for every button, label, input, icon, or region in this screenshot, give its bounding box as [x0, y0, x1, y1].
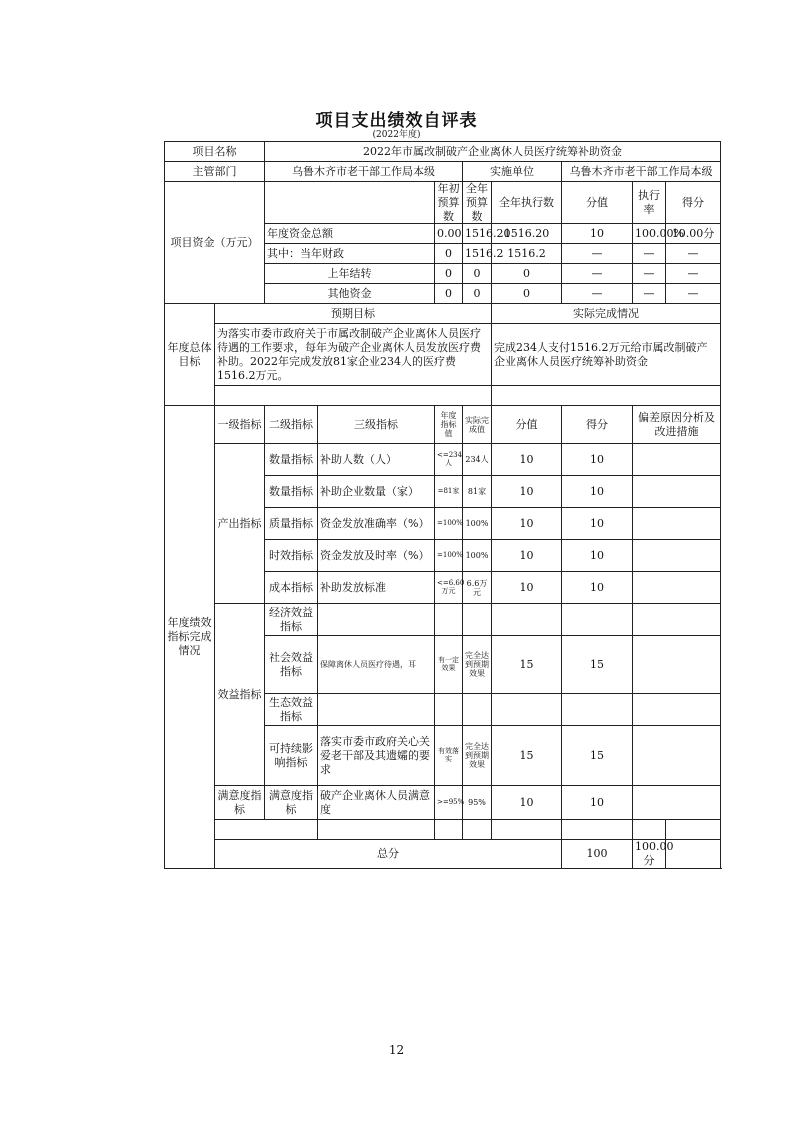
ind-header: 二级指标 — [265, 406, 318, 444]
got: 10 — [562, 572, 633, 604]
score: 10 — [492, 508, 562, 540]
got: 10 — [562, 444, 633, 476]
target: =100% — [435, 508, 463, 540]
dept-value: 乌鲁木齐市老干部工作局本级 — [265, 162, 463, 182]
goal-label: 年度总体目标 — [165, 304, 215, 406]
l3: 补助发放标准 — [318, 572, 435, 604]
funds-cell: 0 — [463, 264, 492, 284]
target: 有一定效果 — [435, 636, 463, 694]
total-got: 100.00分 — [633, 840, 666, 869]
satisfaction-label: 满意度指标 — [215, 786, 265, 820]
funds-cell: 0 — [492, 284, 562, 304]
actual: 完全达到预期效果 — [463, 726, 492, 786]
l2: 质量指标 — [265, 508, 318, 540]
funds-cell: — — [562, 264, 633, 284]
funds-cell: 0 — [492, 264, 562, 284]
actual: 6.6万元 — [463, 572, 492, 604]
l3: 资金发放及时率（%） — [318, 540, 435, 572]
funds-cell: — — [633, 244, 666, 264]
page-title: 项目支出绩效自评表 — [315, 111, 478, 131]
got: 15 — [562, 636, 633, 694]
l2: 社会效益指标 — [265, 636, 318, 694]
ind-header: 偏差原因分析及改进措施 — [633, 406, 721, 444]
funds-label: 项目资金（万元） — [165, 182, 265, 304]
score — [492, 694, 562, 726]
funds-cell: 1516.2 — [492, 244, 562, 264]
funds-cell: — — [633, 264, 666, 284]
l2: 成本指标 — [265, 572, 318, 604]
actual: 81家 — [463, 476, 492, 508]
target: =81家 — [435, 476, 463, 508]
actual — [463, 604, 492, 636]
got: 15 — [562, 726, 633, 786]
target: >=95% — [435, 786, 463, 820]
funds-row-name: 其中：当年财政 — [265, 244, 435, 264]
funds-cell: — — [562, 244, 633, 264]
ind-header: 一级指标 — [215, 406, 265, 444]
funds-cell: 0 — [435, 244, 463, 264]
funds-cell: 100.00% — [633, 224, 666, 244]
funds-header: 执行率 — [633, 182, 666, 224]
funds-row-name: 上年结转 — [265, 264, 435, 284]
indicators-section-label: 年度绩效指标完成情况 — [165, 406, 215, 869]
actual: 95% — [463, 786, 492, 820]
target — [435, 604, 463, 636]
funds-cell: 0 — [435, 284, 463, 304]
got: 10 — [562, 508, 633, 540]
score: 10 — [492, 786, 562, 820]
target: =100% — [435, 540, 463, 572]
impl-value: 乌鲁木齐市老干部工作局本级 — [562, 162, 721, 182]
got: 10 — [562, 786, 633, 820]
funds-row-name: 年度资金总额 — [265, 224, 435, 244]
ind-header: 三级指标 — [318, 406, 435, 444]
funds-cell: — — [633, 284, 666, 304]
target — [435, 694, 463, 726]
funds-cell: 1516.20 — [463, 224, 492, 244]
project-name-label: 项目名称 — [165, 142, 265, 162]
l3: 落实市委市政府关心关爱老干部及其遗孀的要求 — [318, 726, 435, 786]
score: 15 — [492, 726, 562, 786]
l2: 满意度指标 — [265, 786, 318, 820]
funds-header: 全年执行数 — [492, 182, 562, 224]
funds-header: 年初预算数 — [435, 182, 463, 224]
ind-header: 分值 — [492, 406, 562, 444]
actual: 100% — [463, 508, 492, 540]
self-evaluation-table — [164, 141, 721, 869]
score — [492, 604, 562, 636]
target: <=234人 — [435, 444, 463, 476]
funds-cell: 10 — [562, 224, 633, 244]
l2: 可持续影响指标 — [265, 726, 318, 786]
funds-cell: — — [666, 284, 721, 304]
l3: 补助人数（人） — [318, 444, 435, 476]
dept-label: 主管部门 — [165, 162, 265, 182]
benefit-label: 效益指标 — [215, 604, 265, 786]
page-number: 12 — [388, 1043, 405, 1057]
output-label: 产出指标 — [215, 444, 265, 604]
score: 15 — [492, 636, 562, 694]
got: 10 — [562, 476, 633, 508]
l2: 数量指标 — [265, 444, 318, 476]
l3 — [318, 604, 435, 636]
impl-label: 实施单位 — [463, 162, 562, 182]
funds-cell: — — [562, 284, 633, 304]
funds-cell: 1516.20 — [492, 224, 562, 244]
funds-header: 分值 — [562, 182, 633, 224]
l3 — [318, 694, 435, 726]
l2: 经济效益指标 — [265, 604, 318, 636]
funds-row-name: 其他资金 — [265, 284, 435, 304]
l2: 生态效益指标 — [265, 694, 318, 726]
got: 10 — [562, 540, 633, 572]
funds-header: 得分 — [666, 182, 721, 224]
got — [562, 694, 633, 726]
l3: 资金发放准确率（%） — [318, 508, 435, 540]
project-name-value: 2022年市属改制破产企业离休人员医疗统筹补助资金 — [265, 142, 721, 162]
funds-cell: 0 — [435, 264, 463, 284]
l2: 时效指标 — [265, 540, 318, 572]
ind-header: 得分 — [562, 406, 633, 444]
funds-cell: 1516.2 — [463, 244, 492, 264]
funds-cell: 0.00 — [435, 224, 463, 244]
funds-header: 全年预算数 — [463, 182, 492, 224]
year-note: (2022年度) — [372, 130, 421, 140]
score: 10 — [492, 444, 562, 476]
total-score: 100 — [562, 840, 633, 869]
actual — [463, 694, 492, 726]
funds-cell: — — [666, 244, 721, 264]
funds-cell: — — [666, 264, 721, 284]
actual-text: 完成234人支付1516.2万元给市属改制破产企业离休人员医疗统筹补助资金 — [492, 324, 721, 386]
actual: 234人 — [463, 444, 492, 476]
ind-header: 年度指标值 — [435, 406, 463, 444]
target: 有效落实 — [435, 726, 463, 786]
expected-text: 为落实市委市政府关于市属改制破产企业离休人员医疗待遇的工作要求，每年为破产企业离休人员发放医疗费补助。2022年完成发放81家企业234人的医疗费1516.2万元。 — [215, 324, 492, 386]
l3: 补助企业数量（家） — [318, 476, 435, 508]
ind-header: 实际完成值 — [463, 406, 492, 444]
got — [562, 604, 633, 636]
score: 10 — [492, 540, 562, 572]
funds-cell: 10.00分 — [666, 224, 721, 244]
score: 10 — [492, 572, 562, 604]
l3: 破产企业离休人员满意度 — [318, 786, 435, 820]
l2: 数量指标 — [265, 476, 318, 508]
expected-label: 预期目标 — [215, 304, 492, 324]
actual: 完全达到预期效果 — [463, 636, 492, 694]
target: <=6.60万元 — [435, 572, 463, 604]
actual: 100% — [463, 540, 492, 572]
funds-cell: 0 — [463, 284, 492, 304]
actual-label: 实际完成情况 — [492, 304, 721, 324]
score: 10 — [492, 476, 562, 508]
total-label: 总分 — [215, 840, 562, 869]
l3: 保障离休人员医疗待遇，耳 — [318, 636, 435, 694]
